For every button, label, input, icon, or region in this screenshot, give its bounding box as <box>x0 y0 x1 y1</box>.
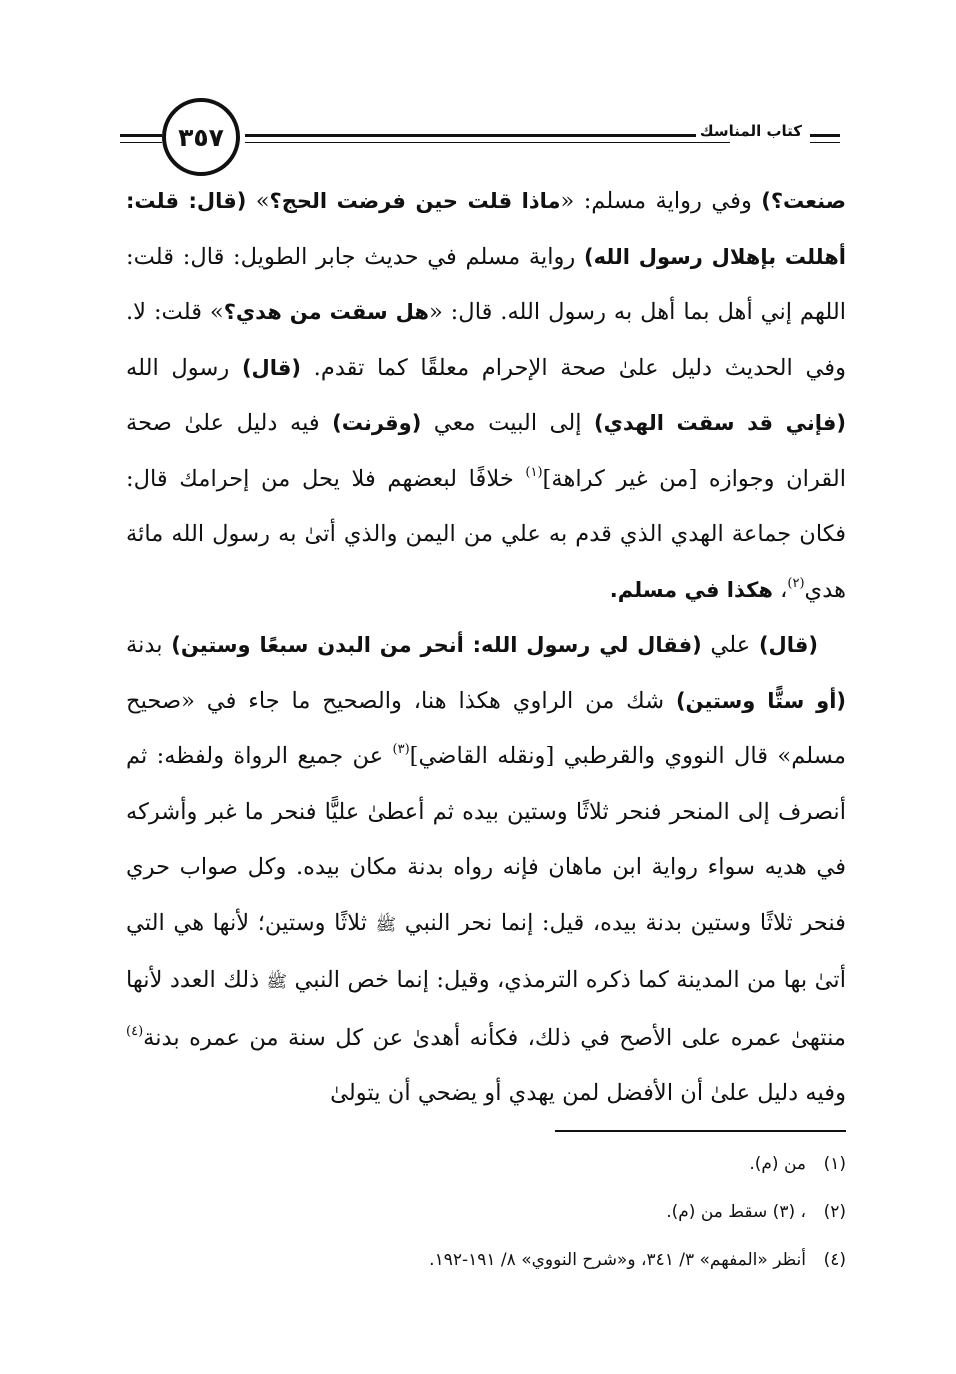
text-run: بدنة <box>126 632 172 658</box>
footnote-ref: (٢) <box>787 575 805 591</box>
text-run: رواية مسلم في حديث جابر الطويل: قال: <box>182 243 584 270</box>
text-run: (فإني قد سقت الهدي) <box>594 411 846 435</box>
text-run: عن جميع الرواة <box>233 743 393 769</box>
header-rule <box>810 142 840 143</box>
text-run: » <box>246 188 270 214</box>
text-run: ولفظه: ثم أنصرف إلى المنحر فنحر ثلاثًا وستين بيده ثم أعطىٰ عليًّا <box>126 743 846 825</box>
header-rule <box>245 142 730 143</box>
footnote-ref: (٣) <box>392 742 410 757</box>
footnote <box>126 1140 846 1188</box>
text-run: إلى البيت معي <box>421 410 595 436</box>
footnote <box>126 1236 846 1284</box>
text-run: مسلم» قال النووي والقرطبي [ونقله القاضي] <box>409 743 846 769</box>
text-run: ، <box>772 576 788 603</box>
footnote-text: من (م). <box>749 1154 806 1174</box>
text-run: وفي رواية مسلم: « <box>560 188 762 214</box>
text-run: فنحر ما غبر وأشركه في هديه سواء رواية ابن ماهان فإنه رواه بدنة <box>126 798 846 880</box>
main-text <box>126 174 846 1122</box>
text-run: بدنة <box>143 1024 180 1051</box>
text-run: ماذا قلت حين فرضت الحج؟ <box>269 189 561 213</box>
salutation-symbol: ﷺ <box>375 914 397 935</box>
header-rule <box>120 134 162 137</box>
text-run: عمره على الأصح في ذلك، فكأنه أهدىٰ عن كل سنة من عمره <box>189 1024 782 1051</box>
text-run: (قال) <box>758 633 818 657</box>
text-run: فلا يحل من إحرامك قال: فكان جماعة الهدي الذي قدم به علي من <box>126 465 846 547</box>
paragraph-1 <box>126 174 846 618</box>
text-run: خلافًا لبعضهم <box>387 465 526 492</box>
text-run: فيه دليل علىٰ صحة القران وجوازه [من غير كراهة] <box>126 410 846 492</box>
text-run: (فقال لي رسول الله: أنحر من البدن سبعًا وستين) <box>171 633 702 657</box>
footnote-separator <box>555 1130 846 1132</box>
header-rule <box>120 142 162 143</box>
text-run: رسول الله <box>126 354 242 381</box>
footnote-text: ، (٣) سقط من (م). <box>666 1202 806 1222</box>
footnote <box>126 1188 846 1236</box>
footnote-text: أنظر «المفهم» ٣/ ٣٤١، و«شرح النووي» ٨/ ١٩١-١٩٢. <box>429 1250 806 1270</box>
footnote-number: (٢) <box>823 1202 846 1222</box>
text-run: (أو <box>816 688 847 713</box>
text-run: تقدم. <box>301 354 365 381</box>
text-run: هدي؟ <box>223 300 282 324</box>
text-run: هل سقت من <box>289 300 429 324</box>
text-run: مكان بيده. وكل صواب حري فنحر ثلاثًا وستين بدنة بيده، قيل: إنما <box>126 854 846 936</box>
book-title: كتاب المناسك <box>696 122 806 140</box>
page-number: ٣٥٧ <box>178 122 224 152</box>
footnote-number: (٤) <box>823 1250 846 1270</box>
salutation-symbol: ﷺ <box>266 972 288 992</box>
text-run: (قال: قلت: <box>126 189 247 213</box>
text-run: » قلت: لا. وفي الحديث دليل علىٰ صحة الإحرام معلقًا كما <box>126 299 846 381</box>
text-run: ذلك العدد لأنها منتهىٰ <box>126 967 847 1051</box>
text-run: قلت: اللهم إني أهل بما أهل به رسول الله. قال: « <box>126 243 846 325</box>
text-run: ذكره الترمذي، وقيل: إنما خص النبي <box>287 967 631 993</box>
text-run: ستًّا وستين) <box>675 688 805 713</box>
text-run: هكذا في مسلم. <box>609 577 773 602</box>
text-run: وفيه دليل علىٰ أن الأفضل لمن يهدي أو يضحي أن يتولىٰ <box>330 1080 846 1106</box>
footnotes <box>126 1140 846 1284</box>
text-run: نحر النبي <box>396 909 493 936</box>
text-run: أهللت بإهلال رسول الله) <box>583 244 846 269</box>
text-run: علي <box>701 632 759 658</box>
page-number-circle <box>162 98 240 176</box>
text-run: صنعت؟) <box>761 189 846 213</box>
header-rule <box>245 134 730 137</box>
text-run: اليمن والذي أتىٰ به رسول الله مائة هدي <box>126 521 846 603</box>
header-rule <box>810 134 840 137</box>
text-run: ثلاثًا وستين؛ لأنها هي التي أتىٰ بها من المدينة كما <box>126 909 846 993</box>
footnote-number: (١) <box>823 1154 846 1174</box>
footnote-ref: (٤) <box>126 1023 144 1039</box>
page-header <box>120 96 840 186</box>
text-run: (قال) <box>241 355 302 380</box>
text-run: شك من الراوي هكذا هنا، والصحيح ما جاء في «صحيح <box>126 687 676 714</box>
footnote-ref: (١) <box>525 464 543 480</box>
text-run: (وقرنت) <box>332 411 422 435</box>
paragraph-2 <box>126 618 846 1122</box>
